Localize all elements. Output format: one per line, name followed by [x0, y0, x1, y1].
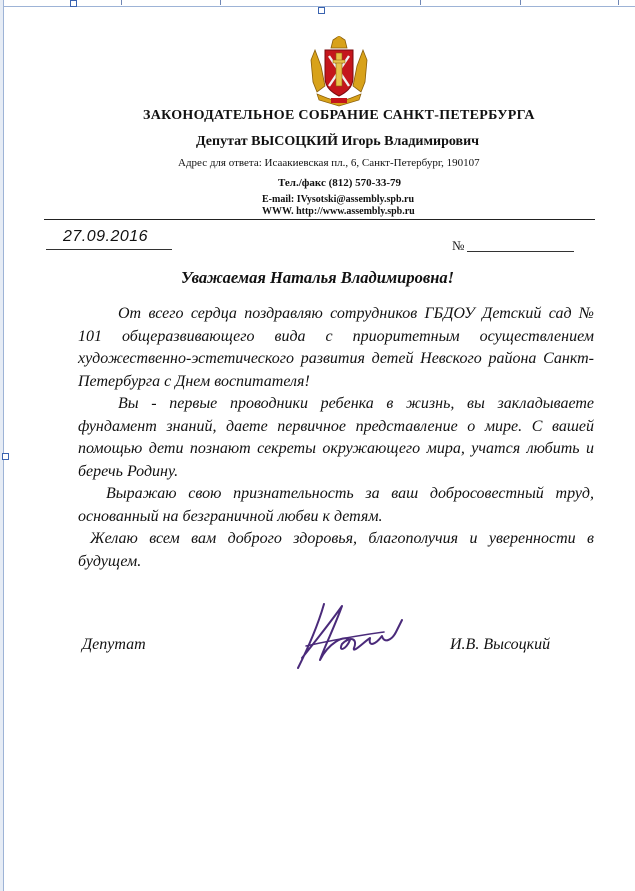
signatory-name: И.В. Высоцкий	[450, 636, 551, 653]
ruler-tick	[618, 0, 619, 5]
paragraph: От всего сердца поздравляю сотрудников ГБДОУ Детский сад № 101 общеразвивающего вида с приоритетным осуществлением художественно-эстетического развития детей Невского района Санкт-Петербурга с Днем воспитателя!	[78, 305, 594, 390]
return-address: Адрес для ответа: Исаакиевская пл., 6, Санкт-Петербург, 190107	[178, 157, 480, 169]
letter-date: 27.09.2016	[63, 228, 149, 245]
ruler-tick	[121, 0, 122, 5]
organization-name: ЗАКОНОДАТЕЛЬНОЕ СОБРАНИЕ САНКТ-ПЕТЕРБУРГА	[143, 108, 535, 123]
resize-handle[interactable]	[318, 7, 325, 14]
resize-handle[interactable]	[70, 0, 77, 7]
paragraph: Желаю всем вам доброго здоровья, благополучия и уверенности в будущем.	[78, 530, 594, 570]
paragraph: Вы - первые проводники ребенка в жизнь, вы закладываете фундамент знаний, даете первичное представление о мире. С вашей помощью дети познают секреты окружающего мира, учатся любить и беречь Родину.	[78, 395, 594, 480]
resize-handle[interactable]	[2, 453, 9, 460]
ruler-tick	[520, 0, 521, 5]
signature-title: Депутат	[82, 636, 146, 653]
ruler-tick	[220, 0, 221, 5]
deputy-line: Депутат ВЫСОЦКИЙ Игорь Владимирович	[196, 134, 480, 149]
salutation: Уважаемая Наталья Владимировна!	[180, 268, 455, 287]
letter-number-label: №	[452, 238, 465, 253]
ruler-bar	[0, 0, 635, 7]
spb-coat-of-arms-icon	[307, 36, 371, 108]
left-margin-bar	[0, 0, 4, 891]
paragraph: Выражаю свою признательность за ваш добросовестный труд, основанный на безграничной любви к детям.	[78, 485, 594, 525]
letter-number-underline	[467, 251, 574, 252]
email: E-mail: IVysotski@assembly.spb.ru	[262, 194, 415, 205]
date-underline	[46, 249, 172, 250]
letter-body	[78, 303, 594, 573]
handwritten-signature	[284, 598, 414, 674]
website: WWW. http://www.assembly.spb.ru	[262, 206, 415, 217]
phone-fax: Тел./факс (812) 570-33-79	[278, 177, 401, 189]
ruler-tick	[420, 0, 421, 5]
header-divider	[44, 219, 595, 220]
